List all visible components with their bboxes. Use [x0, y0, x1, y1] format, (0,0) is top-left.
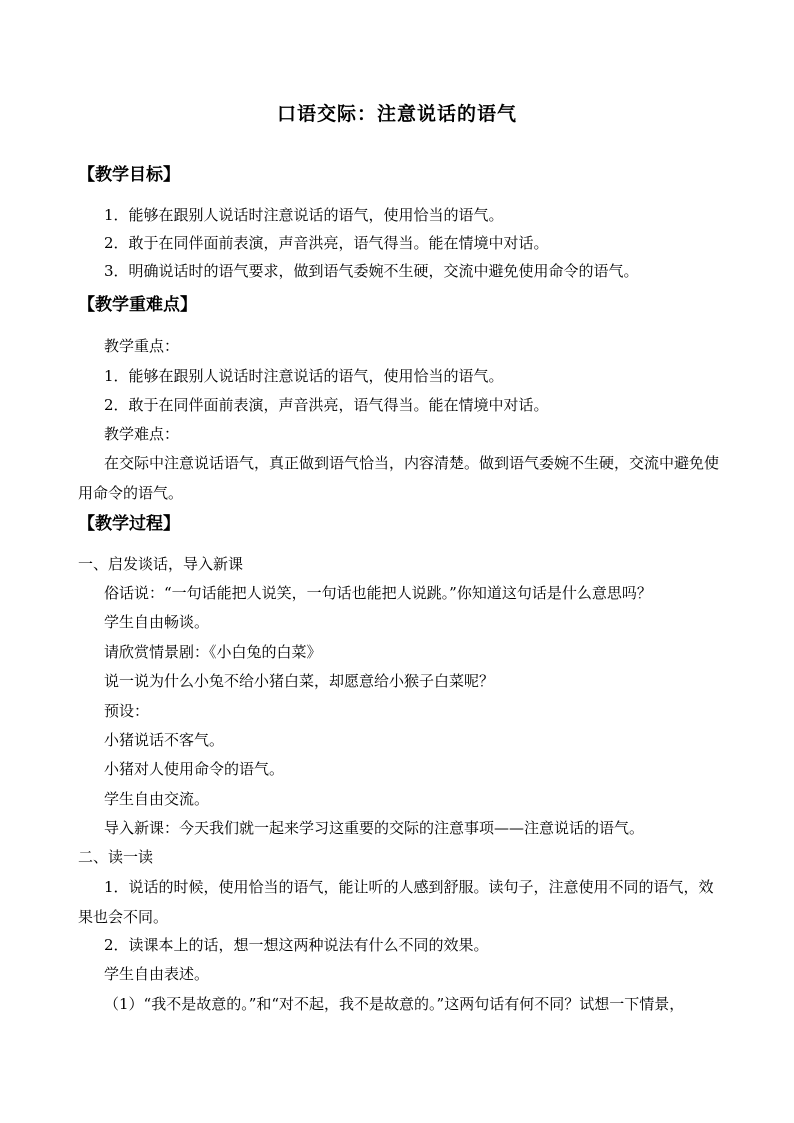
document-title: 口语交际：注意说话的语气 — [276, 103, 517, 125]
part1-line: 小猪对人使用命令的语气。 — [104, 760, 285, 778]
part1-line: 学生自由交流。 — [104, 790, 210, 808]
difficulty-label: 教学难点： — [104, 425, 180, 443]
focus-item-2: 2．敢于在同伴面前表演，声音洪亮，语气得当。能在情境中对话。 — [104, 396, 549, 414]
part2-line: 2．读课本上的话，想一想这两种说法有什么不同的效果。 — [104, 936, 489, 954]
goal-item-1: 1．能够在跟别人说话时注意说话的语气，使用恰当的语气。 — [104, 206, 504, 224]
focus-label: 教学重点： — [104, 337, 180, 355]
goal-item-2: 2．敢于在同伴面前表演，声音洪亮，语气得当。能在情境中对话。 — [104, 234, 549, 252]
part1-line: 学生自由畅谈。 — [104, 613, 210, 631]
part1-line: 说一说为什么小兔不给小猪白菜，却愿意给小猴子白菜呢？ — [104, 672, 495, 690]
heading-key-points: 【教学重难点】 — [78, 295, 197, 315]
heading-teaching-process: 【教学过程】 — [78, 514, 180, 534]
difficulty-text: 在交际中注意说话语气，真正做到语气恰当，内容清楚。做到语气委婉不生硬，交流中避免使用命令的语气。 — [78, 454, 720, 502]
part1-line: 请欣赏情景剧：《小白兔的白菜》 — [104, 643, 322, 661]
part2-paragraph: 1．说话的时候，使用恰当的语气，能让听的人感到舒服。读句子，注意使用不同的语气，效果也会不同。 — [78, 878, 714, 926]
part1-title: 一、启发谈话，导入新课 — [78, 555, 244, 573]
part1-line: 小猪说话不客气。 — [104, 731, 225, 749]
part1-line: 预设： — [104, 702, 150, 720]
part2-title: 二、读一读 — [78, 848, 154, 866]
part1-line: 俗话说：“一句话能把人说笑，一句话也能把人说跳。”你知道这句话是什么意思吗？ — [104, 584, 652, 602]
part2-line: 学生自由表述。 — [104, 965, 210, 983]
heading-teaching-goals: 【教学目标】 — [78, 165, 180, 185]
goal-item-3: 3．明确说话时的语气要求，做到语气委婉不生硬，交流中避免使用命令的语气。 — [104, 262, 639, 280]
part1-line: 导入新课：今天我们就一起来学习这重要的交际的注意事项——注意说话的语气。 — [104, 819, 645, 837]
part2-line: （1）“我不是故意的。”和“对不起，我不是故意的。”这两句话有何不同？试想一下情景， — [104, 995, 685, 1013]
focus-item-1: 1．能够在跟别人说话时注意说话的语气，使用恰当的语气。 — [104, 367, 504, 385]
